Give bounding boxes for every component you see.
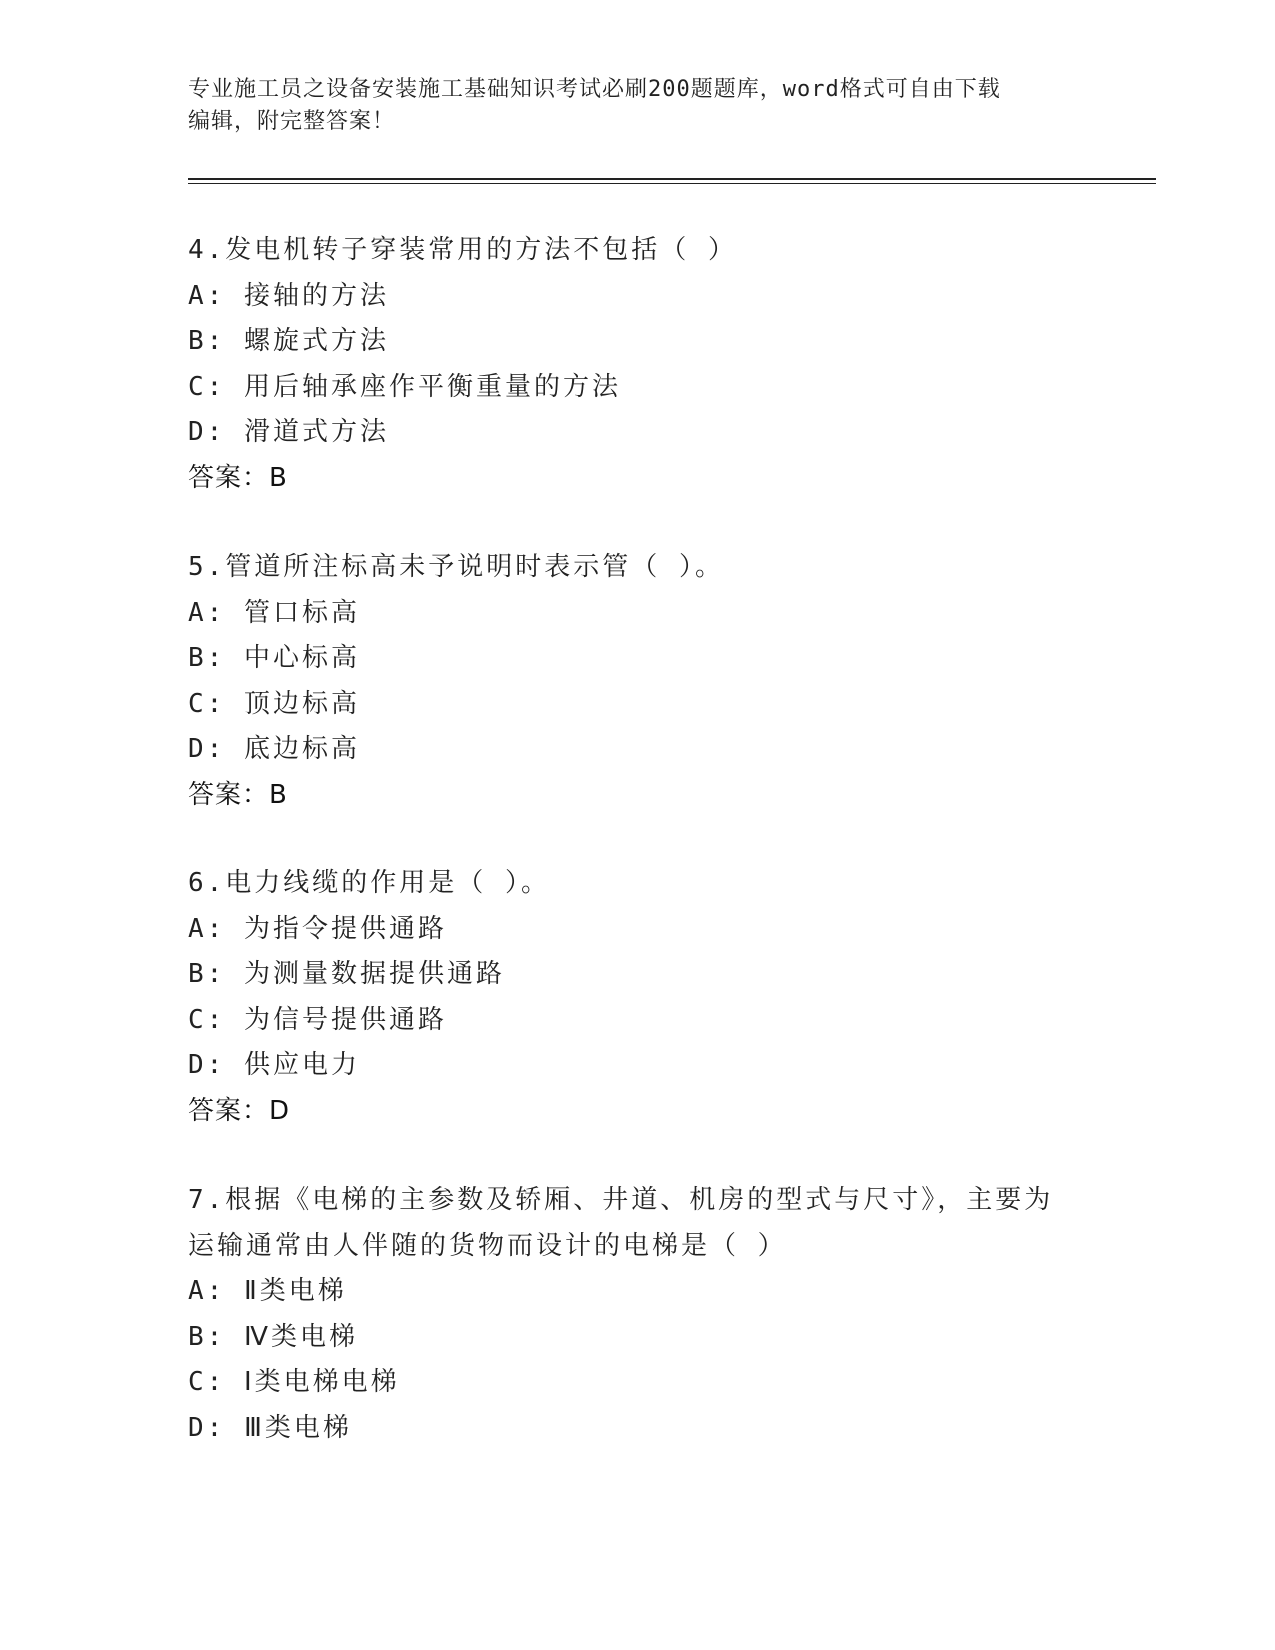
option-c: C: 用后轴承座作平衡重量的方法: [188, 371, 621, 402]
divider-line-bottom: [188, 183, 1156, 184]
option-a: A: Ⅱ类电梯: [188, 1276, 347, 1306]
option-b: B: 螺旋式方法: [188, 326, 389, 356]
question-stem: 6.电力线缆的作用是（ ）。: [188, 868, 550, 898]
question-5: [188, 545, 1088, 818]
question-4: [188, 228, 1088, 501]
option-a: A: 为指令提供通路: [188, 913, 447, 944]
answer-label: 答案：D: [188, 1095, 291, 1126]
answer-label: 答案：B: [188, 779, 288, 810]
option-a: A: 管口标高: [188, 597, 360, 628]
option-b: B: 为测量数据提供通路: [188, 959, 505, 989]
header-title-line-2: 编辑，附完整答案！: [188, 109, 396, 134]
question-6: [188, 861, 1088, 1134]
question-stem-line-1: 7.根据《电梯的主参数及轿厢、井道、机房的型式与尺寸》，主要为: [188, 1185, 1054, 1215]
option-b: B: 中心标高: [188, 643, 360, 673]
option-c: C: 顶边标高: [188, 688, 360, 719]
option-c: C: 为信号提供通路: [188, 1004, 447, 1035]
option-b: B: Ⅳ类电梯: [188, 1321, 358, 1352]
option-c: C: Ⅰ类电梯电梯: [188, 1367, 400, 1397]
question-stem-line-2: 运输通常由人伴随的货物而设计的电梯是（ ）: [188, 1230, 787, 1261]
header-title-line-1: 专业施工员之设备安装施工基础知识考试必刷200题题库，word格式可自由下载: [188, 77, 1001, 102]
option-d: D: Ⅲ类电梯: [188, 1412, 352, 1443]
question-stem: 4.发电机转子穿装常用的方法不包括（ ）: [188, 235, 737, 265]
header-divider: [188, 178, 1156, 184]
document-header: [188, 74, 1068, 138]
answer-label: 答案：B: [188, 462, 288, 493]
question-7: [188, 1178, 1088, 1451]
option-d: D: 滑道式方法: [188, 417, 389, 447]
divider-line-top: [188, 178, 1156, 180]
question-stem: 5.管道所注标高未予说明时表示管（ ）。: [188, 552, 724, 582]
option-d: D: 底边标高: [188, 734, 360, 764]
option-d: D: 供应电力: [188, 1050, 360, 1080]
option-a: A: 接轴的方法: [188, 280, 389, 311]
